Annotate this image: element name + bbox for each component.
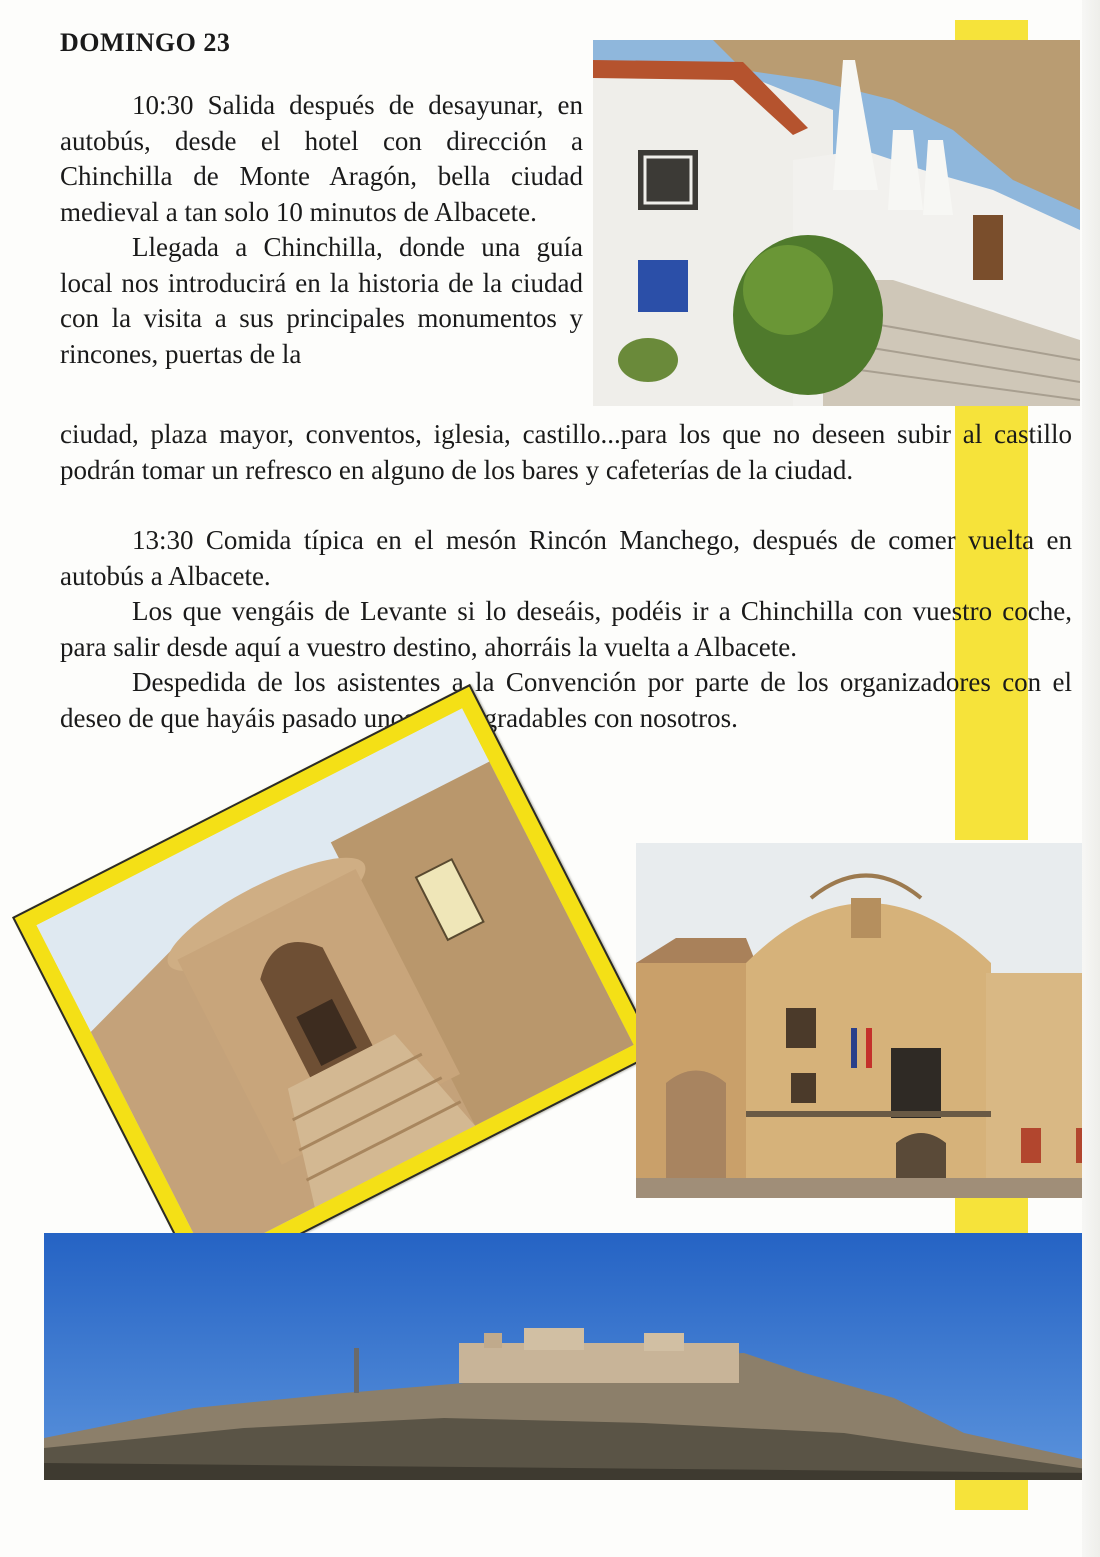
text-block-intro xyxy=(60,88,583,372)
day-heading: DOMINGO 23 xyxy=(60,28,231,57)
paragraph-levante: Los que vengáis de Levante si lo deseáis, podéis ir a Chinchilla con vuestro coche, para salir desde aquí a vuestro destino, ahorráis la vuelta a Albacete. xyxy=(60,596,1072,662)
paragraph-farewell: Despedida de los asistentes a la Convención por parte de los organizadores con el deseo de que hayáis pasado unos días agradables con nosotros. xyxy=(60,667,1072,733)
town-hall-illustration xyxy=(636,843,1100,1198)
cave-houses-illustration xyxy=(593,40,1080,406)
paragraph-lunch: 13:30 Comida típica en el mesón Rincón Manchego, después de comer vuelta en autobús a Albacete. xyxy=(60,525,1072,591)
cave-houses-photo xyxy=(593,40,1080,406)
paragraph-departure: 10:30 Salida después de desayunar, en autobús, desde el hotel con dirección a Chinchilla de Monte Aragón, bella ciudad medieval a tan solo 10 minutos de Albacete. xyxy=(60,90,583,227)
castle-gate-photo xyxy=(36,708,634,1262)
page-edge-shadow xyxy=(1082,0,1100,1557)
castle-gate-illustration xyxy=(36,708,634,1262)
yellow-accent-band xyxy=(955,1478,1028,1510)
paragraph-arrival: Llegada a Chinchilla, donde una guía local nos introducirá en la historia de la ciudad con la visita a sus principales monumentos y rincones, puertas de la xyxy=(60,232,583,369)
castle-panorama-photo xyxy=(44,1233,1100,1480)
town-hall-photo xyxy=(636,843,1100,1198)
paragraph-arrival-continued: ciudad, plaza mayor, conventos, iglesia, castillo...para los que no deseen subir al castillo podrán tomar un refresco en alguno de los bares y cafeterías de la ciudad. xyxy=(60,419,1072,485)
castle-panorama-illustration xyxy=(44,1233,1100,1480)
castle-gate-frame xyxy=(12,684,658,1286)
